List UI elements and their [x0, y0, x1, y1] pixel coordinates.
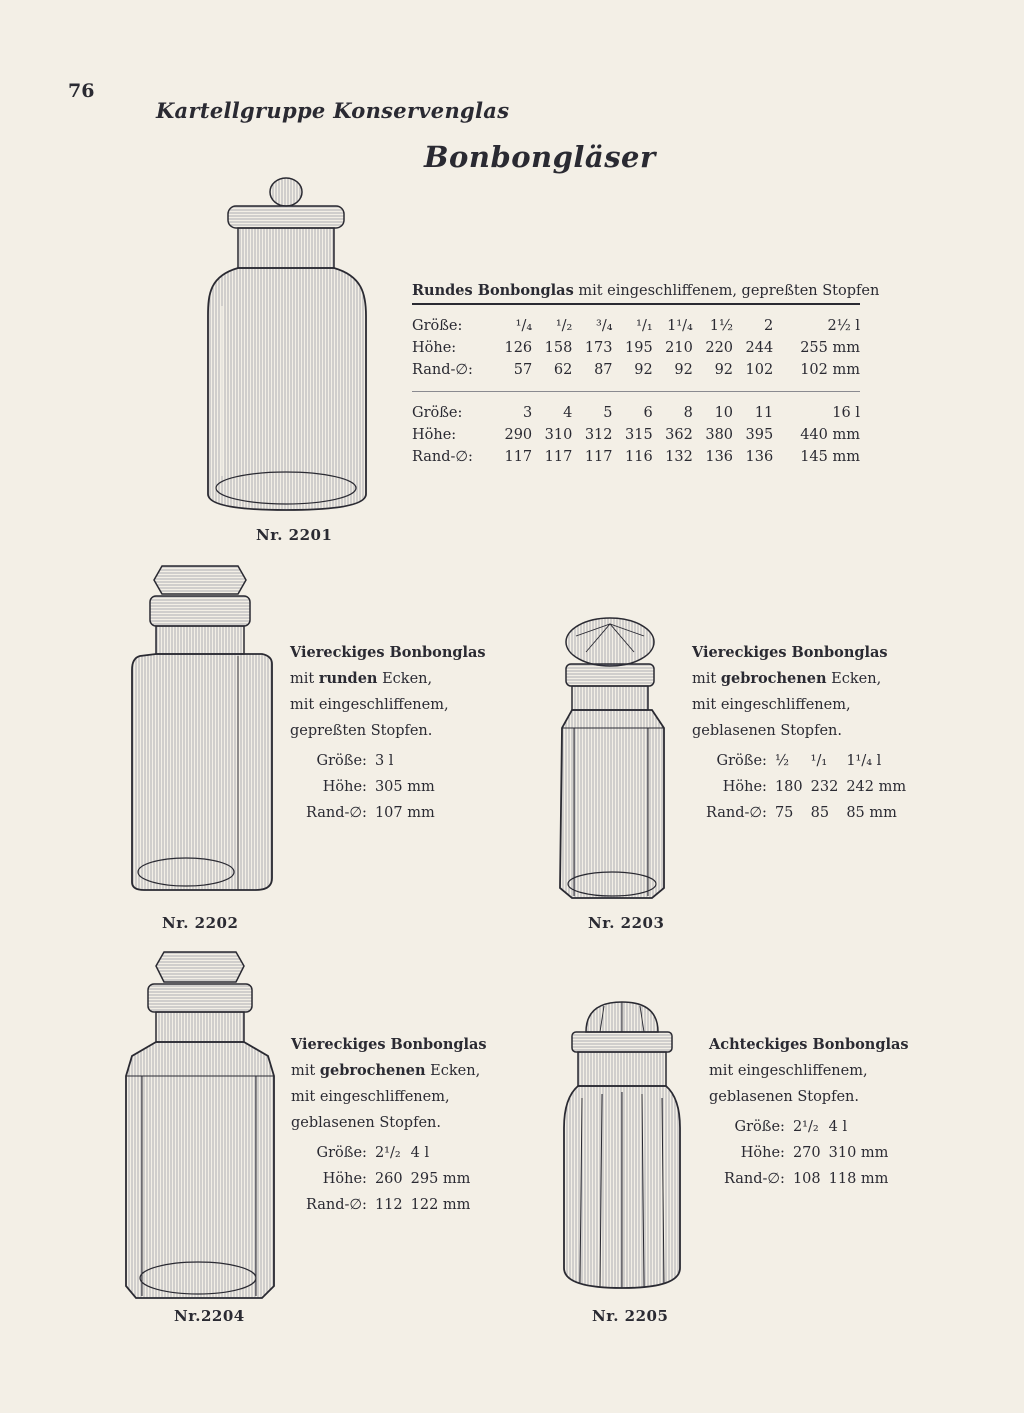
cell: 158 — [544, 340, 573, 356]
description-2202 — [290, 640, 486, 744]
cell: 1½ — [709, 318, 734, 334]
cell: 117 — [544, 449, 573, 465]
spec-label: Höhe: — [322, 779, 367, 795]
spec-value: 118 mm — [828, 1171, 889, 1187]
spec-value: 2¹/₂ — [374, 1145, 401, 1161]
jar-2204-illustration — [122, 946, 278, 1304]
spec-value: ¹/₁ — [810, 753, 828, 769]
cell: 145 mm — [800, 449, 860, 465]
cell: ³/₄ — [596, 318, 613, 334]
spec-value: 4 l — [410, 1145, 430, 1161]
cell: 3 — [522, 405, 533, 421]
spec-value: 180 — [774, 779, 803, 795]
spec-value: 270 — [792, 1145, 821, 1161]
spec-value: 75 — [774, 805, 794, 821]
spec-value: 295 mm — [410, 1171, 471, 1187]
cell: 126 — [504, 340, 533, 356]
cell: 395 — [745, 427, 774, 443]
desc-2203-line1: Viereckiges Bonbonglas — [692, 644, 888, 661]
product-number-2201: Nr. 2201 — [256, 526, 333, 544]
desc-2203-line3: mit eingeschliffenem, — [692, 697, 851, 713]
spacer — [412, 392, 860, 403]
desc-2204-line2-post: Ecken, — [430, 1063, 481, 1079]
spec-value: 107 mm — [374, 805, 435, 821]
cell: 5 — [603, 405, 613, 421]
cell: 8 — [683, 405, 693, 421]
cell: 62 — [553, 362, 573, 378]
specs-2205 — [724, 1114, 888, 1192]
cell: 310 — [544, 427, 573, 443]
cell: 2 — [763, 318, 774, 334]
cell: 195 — [625, 340, 653, 356]
cell: 92 — [634, 362, 653, 378]
cell: 87 — [594, 362, 613, 378]
cell: 220 — [705, 340, 734, 356]
table-2201-heading-rest: mit eingeschliffenem, gepreßten Stopfen — [578, 283, 880, 299]
cell: 4 — [563, 405, 573, 421]
product-number-2202: Nr. 2202 — [162, 914, 239, 932]
cell: 290 — [504, 427, 533, 443]
cell: 210 — [665, 340, 693, 356]
spec-value: 3 l — [374, 753, 394, 769]
desc-2202-line1: Viereckiges Bonbonglas — [290, 644, 486, 661]
table-row — [412, 337, 860, 359]
desc-2202-line4: gepreßten Stopfen. — [290, 723, 433, 739]
spec-label: Rand-∅: — [306, 1197, 367, 1213]
cell: ¹/₄ — [515, 318, 533, 334]
spec-value: 310 mm — [828, 1145, 889, 1161]
desc-2202-line3: mit eingeschliffenem, — [290, 697, 449, 713]
product-number-2203: Nr. 2203 — [588, 914, 665, 932]
cell: 11 — [754, 405, 774, 421]
cell: 116 — [625, 449, 653, 465]
cell: 255 mm — [800, 340, 860, 356]
spec-label: Höhe: — [740, 1145, 785, 1161]
table-2201-heading-bold: Rundes Bonbonglas — [412, 282, 574, 299]
cell: 244 — [745, 340, 774, 356]
description-2205 — [709, 1032, 909, 1110]
specs-2202 — [306, 748, 435, 826]
spec-value: 232 — [810, 779, 839, 795]
product-number-2205: Nr. 2205 — [592, 1307, 669, 1325]
desc-2202-line2-bold: runden — [318, 670, 378, 687]
specs-2204 — [306, 1140, 470, 1218]
specs-2203 — [706, 748, 906, 826]
spec-label: Höhe: — [722, 779, 767, 795]
row-label: Höhe: — [412, 340, 457, 356]
table-row — [412, 315, 860, 337]
spec-value: 85 mm — [846, 805, 897, 821]
table-row — [412, 359, 860, 381]
cell: 136 — [705, 449, 734, 465]
cell: 16 l — [832, 405, 860, 421]
cell: 1¹/₄ — [667, 318, 693, 334]
desc-2203-line2-bold: gebrochenen — [720, 670, 827, 687]
cell: 92 — [674, 362, 693, 378]
cell: 117 — [504, 449, 533, 465]
jar-2205-illustration — [560, 998, 686, 1294]
desc-2203-line2-pre: mit — [692, 671, 717, 687]
spec-label: Größe: — [316, 753, 367, 769]
desc-2203-line2-post: Ecken, — [831, 671, 882, 687]
spec-label: Rand-∅: — [724, 1171, 785, 1187]
jar-2203-illustration — [556, 616, 670, 902]
cell: 173 — [584, 340, 613, 356]
spec-value: 260 — [374, 1171, 403, 1187]
cell: ¹/₁ — [636, 318, 653, 334]
row-label: Größe: — [412, 405, 463, 421]
jar-2201-illustration — [200, 176, 380, 516]
cell: 440 mm — [800, 427, 860, 443]
spec-label: Größe: — [316, 1145, 367, 1161]
table-row — [412, 424, 860, 446]
desc-2204-line2-bold: gebrochenen — [319, 1062, 426, 1079]
cell: 132 — [665, 449, 693, 465]
spec-value: 122 mm — [410, 1197, 471, 1213]
desc-2202-line2-post: Ecken, — [382, 671, 433, 687]
cell: 315 — [625, 427, 653, 443]
desc-2202-line2-pre: mit — [290, 671, 315, 687]
table-2201 — [412, 282, 880, 468]
cell: 57 — [513, 362, 533, 378]
spec-value: 1¹/₄ l — [846, 753, 882, 769]
cell: 362 — [665, 427, 693, 443]
row-label: Rand-∅: — [412, 362, 473, 378]
desc-2205-line2: mit eingeschliffenem, — [709, 1063, 868, 1079]
spec-value: 112 — [374, 1197, 403, 1213]
desc-2204-line3: mit eingeschliffenem, — [291, 1089, 450, 1105]
desc-2203-line4: geblasenen Stopfen. — [692, 723, 842, 739]
jar-2202-illustration — [126, 560, 278, 896]
cell: 10 — [714, 405, 734, 421]
spec-value: 108 — [792, 1171, 821, 1187]
cell: 117 — [584, 449, 613, 465]
spec-value: ½ — [774, 753, 789, 769]
description-2204 — [291, 1032, 487, 1136]
cell: 92 — [714, 362, 734, 378]
row-label: Rand-∅: — [412, 449, 473, 465]
group-title: Kartellgruppe Konservenglas — [156, 98, 510, 123]
product-number-2204: Nr.2204 — [174, 1307, 245, 1325]
table-row — [412, 446, 860, 468]
spec-value: 85 — [810, 805, 830, 821]
desc-2204-line1: Viereckiges Bonbonglas — [291, 1036, 487, 1053]
row-label: Größe: — [412, 318, 463, 334]
desc-2204-line2-pre: mit — [291, 1063, 316, 1079]
page-number: 76 — [68, 80, 95, 102]
spec-value: 4 l — [828, 1119, 848, 1135]
cell: 136 — [745, 449, 774, 465]
table-row — [412, 402, 860, 424]
divider — [412, 381, 860, 392]
table-2201-heading — [412, 282, 880, 305]
spec-value: 242 mm — [846, 779, 907, 795]
spec-label: Größe: — [716, 753, 767, 769]
cell: 380 — [705, 427, 734, 443]
cell: 102 — [745, 362, 774, 378]
spec-label: Höhe: — [322, 1171, 367, 1187]
row-label: Höhe: — [412, 427, 457, 443]
desc-2205-line1: Achteckiges Bonbonglas — [709, 1036, 909, 1053]
spec-value: 305 mm — [374, 779, 435, 795]
page-title: Bonbongläser — [424, 140, 656, 174]
spec-label: Größe: — [734, 1119, 785, 1135]
spec-value: 2¹/₂ — [792, 1119, 819, 1135]
cell: 2½ l — [827, 318, 860, 334]
desc-2204-line4: geblasenen Stopfen. — [291, 1115, 441, 1131]
cell: 6 — [643, 405, 653, 421]
spec-label: Rand-∅: — [306, 805, 367, 821]
cell: ¹/₂ — [555, 318, 573, 334]
description-2203 — [692, 640, 888, 744]
spec-label: Rand-∅: — [706, 805, 767, 821]
cell: 312 — [584, 427, 613, 443]
cell: 102 mm — [800, 362, 860, 378]
desc-2205-line3: geblasenen Stopfen. — [709, 1089, 859, 1105]
